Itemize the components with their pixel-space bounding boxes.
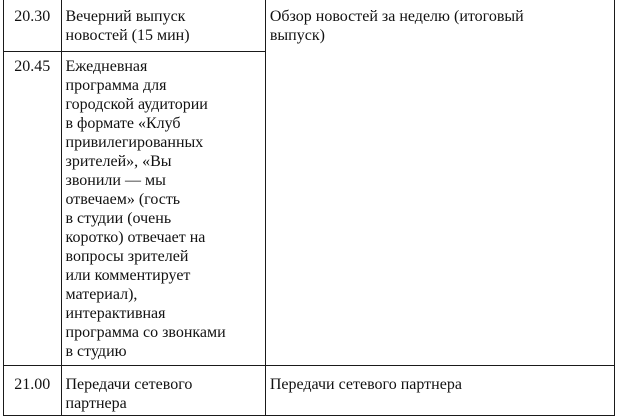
table-row (4, 366, 615, 416)
program-line: вопросы зрителей (65, 248, 189, 265)
program-line: партнера (65, 395, 127, 412)
program-line: Передачи сетевого (65, 376, 193, 393)
program-cell (61, 0, 265, 52)
program-line: привилегированных (65, 134, 204, 151)
program-cell (61, 52, 265, 366)
program-line: программа со звонками (65, 324, 226, 341)
note-line: выпуск) (269, 27, 325, 44)
note-line: Обзор новостей за неделю (итоговый (269, 8, 524, 25)
program-line: звонили — мы (65, 172, 166, 189)
schedule-table (3, 0, 615, 416)
program-cell (61, 366, 265, 416)
program-line: новостей (15 мин) (65, 27, 190, 44)
time-cell: 20.30 (4, 0, 62, 52)
program-line: отвечаем» (гость (65, 191, 181, 208)
program-line: городской аудитории (65, 96, 208, 113)
program-line: программа для (65, 77, 167, 94)
program-line: Вечерний выпуск (65, 8, 186, 25)
note-cell (265, 0, 614, 366)
time-cell: 20.45 (4, 52, 62, 366)
program-line: или комментирует (65, 267, 191, 284)
time-cell: 21.00 (4, 366, 62, 416)
program-line: интерактивная (65, 305, 166, 322)
table-row (4, 0, 615, 52)
program-line: зрителей», «Вы (65, 153, 172, 170)
program-line: в формате «Клуб (65, 115, 181, 132)
program-line: Ежедневная (65, 58, 148, 75)
note-line: Передачи сетевого партнера (269, 376, 462, 393)
program-line: материал), (65, 286, 138, 303)
note-cell (265, 366, 614, 416)
program-line: коротко) отвечает на (65, 229, 206, 246)
program-line: в студии (очень (65, 210, 172, 227)
program-line: в студию (65, 343, 127, 360)
